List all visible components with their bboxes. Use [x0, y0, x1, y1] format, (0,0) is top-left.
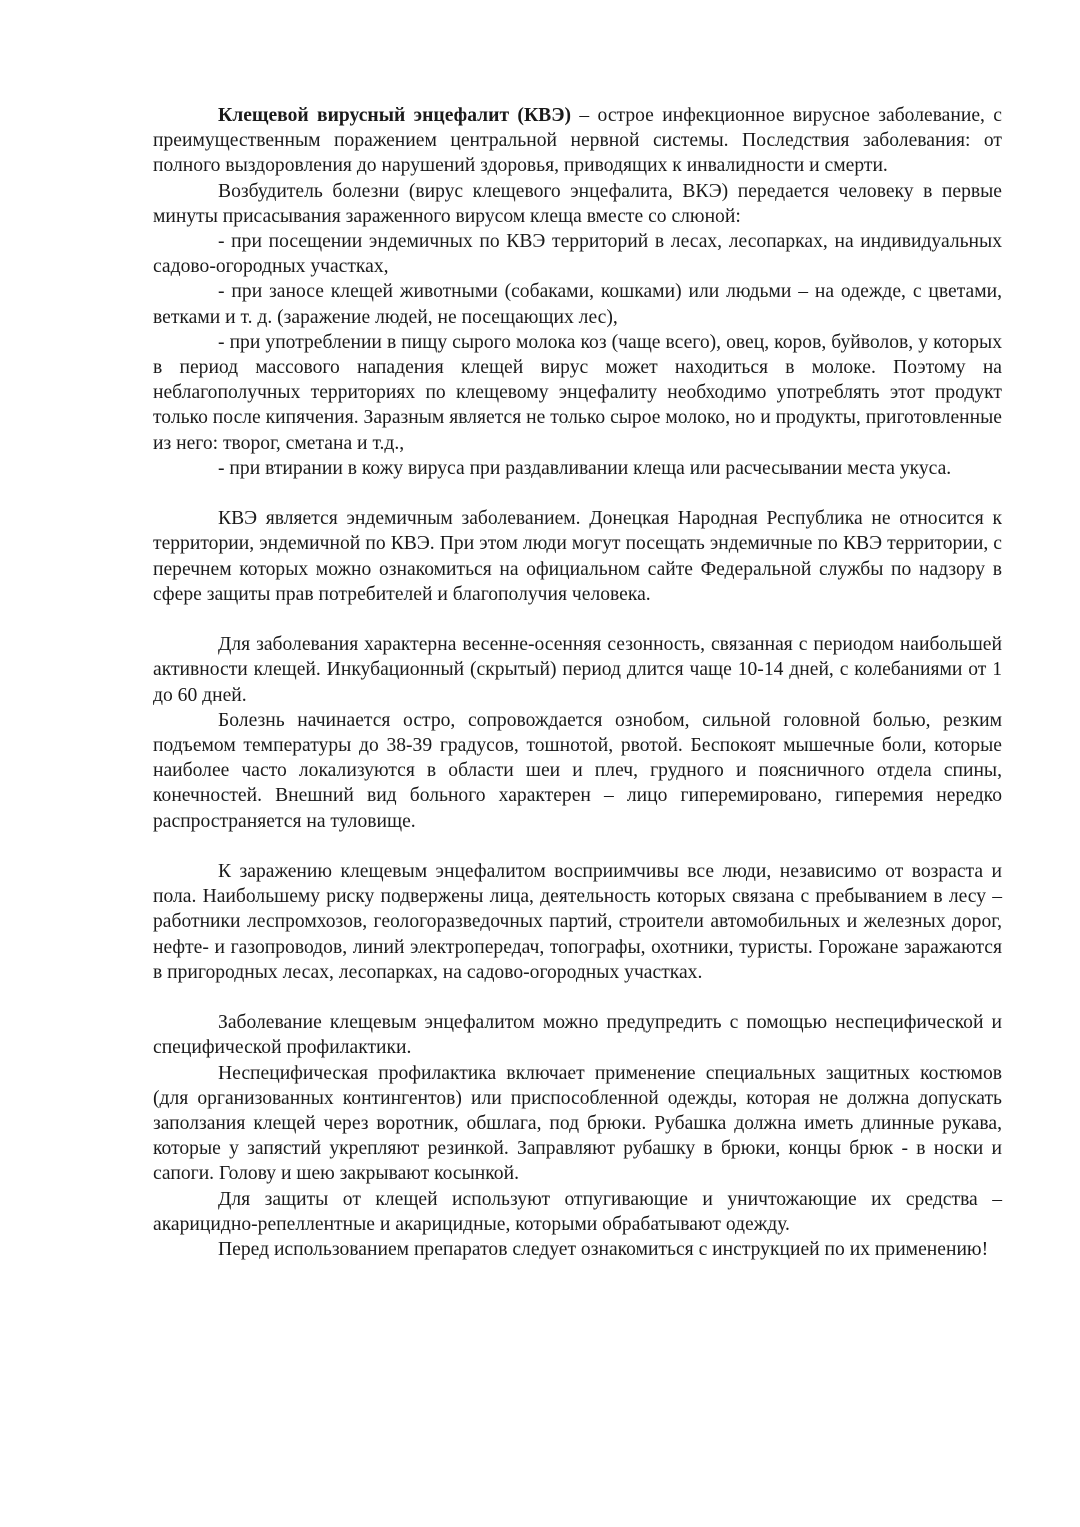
route-item: - при посещении эндемичных по КВЭ территорий в лесах, лесопарках, на индивидуальных садово-огородных участках, — [153, 231, 1002, 278]
disease-title: Клещевой вирусный энцефалит (КВЭ) — [218, 105, 572, 126]
instructions-paragraph: Перед использованием препаратов следует ознакомиться с инструкцией по их применению! — [218, 1239, 989, 1261]
seasonality-paragraph: Для заболевания характерна весенне-осенняя сезонность, связанная с периодом наибольшей активности клещей. Инкубационный (скрытый) период длится чаще 10-14 дней, с колебаниями от 1 до 60 дней. — [153, 634, 1002, 706]
paragraph-gap — [153, 985, 1002, 1010]
repellents-paragraph: Для защиты от клещей используют отпугивающие и уничтожающие их средства – акарицидно-репеллентные и акарицидные, которыми обрабатывают одежду. — [153, 1188, 1002, 1235]
paragraph-gap — [153, 481, 1002, 506]
document-page — [153, 103, 1002, 1262]
symptoms-paragraph: Болезнь начинается остро, сопровождается ознобом, сильной головной болью, резким подъемом температуры до 38-39 градусов, тошнотой, рвотой. Беспокоят мышечные боли, которые наиболее часто локализуются в области шеи и плеч, грудного и поясничного отдела спины, конечностей. Внешний вид больного характерен – лицо гиперемировано, гиперемия нередко распространяется на туловище. — [153, 709, 1002, 832]
nonspecific-prevention-paragraph: Неспецифическая профилактика включает применение специальных защитных костюмов (для организованных контингентов) или приспособленной одежды, которая не должна допускать заползания клещей через воротник, обшлага, под брюки. Рубашка должна иметь длинные рукава, которые у запястий укрепляют резинкой. Заправляют рубашку в брюки, концы брюк - в носки и сапоги. Голову и шею закрывают косынкой. — [153, 1062, 1002, 1185]
route-item: - при втирании в кожу вируса при раздавливании клеща или расчесывании места укуса. — [218, 457, 952, 479]
route-item: - при заносе клещей животными (собаками, кошками) или людьми – на одежде, с цветами, ветками и т. д. (заражение людей, не посещающих лес), — [153, 281, 1002, 328]
endemic-paragraph: КВЭ является эндемичным заболеванием. Донецкая Народная Республика не относится к территории, эндемичной по КВЭ. При этом люди могут посещать эндемичные по КВЭ территории, с перечнем которых можно ознакомиться на официальном сайте Федеральной службы по надзору в сфере защиты прав потребителей и благополучия человека. — [153, 508, 1002, 605]
intro-text: – острое инфекционное вирусное заболевание, с преимущественным поражением центральной нервной системы. Последствия заболевания: от полного выздоровления до нарушений здоровья, приводящих к инвалидности и смерти. — [153, 105, 1003, 177]
prevention-paragraph: Заболевание клещевым энцефалитом можно предупредить с помощью неспецифической и специфической профилактики. — [153, 1012, 1002, 1059]
route-item: - при употреблении в пищу сырого молока коз (чаще всего), овец, коров, буйволов, у которых в период массового нападения клещей вирус может находиться в молоке. Поэтому на неблагополучных территориях по клещевому энцефалиту необходимо употреблять этот продукт только после кипячения. Заразным является не только сырое молоко, но и продукты, приготовленные из него: творог, сметана и т.д., — [153, 331, 1002, 454]
transmission-paragraph: Возбудитель болезни (вирус клещевого энцефалита, ВКЭ) передается человеку в первые минуты присасывания зараженного вирусом клеща вместе со слюной: — [153, 180, 1002, 227]
paragraph-gap — [153, 607, 1002, 632]
paragraph-gap — [153, 834, 1002, 859]
risk-paragraph: К заражению клещевым энцефалитом восприимчивы все люди, независимо от возраста и пола. Наибольшему риску подвержены лица, деятельность которых связана с пребыванием в лесу – работники леспромхозов, геологоразведочных партий, строители автомобильных и железных дорог, нефте- и газопроводов, линий электропередач, топографы, охотники, туристы. Горожане заражаются в пригородных лесах, лесопарках, на садово-огородных участках. — [153, 861, 1002, 983]
intro-paragraph — [153, 103, 1002, 179]
